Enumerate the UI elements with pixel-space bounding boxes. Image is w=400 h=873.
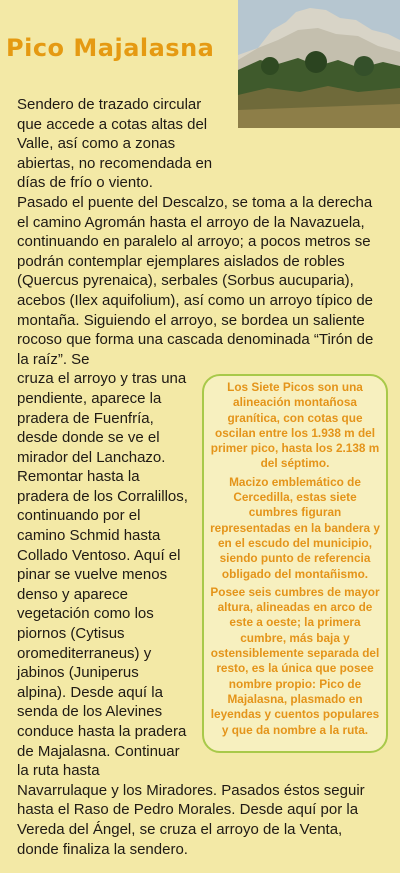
sidebar-paragraph-3: Posee seis cumbres de mayor altura, alineadas en arco de este a oeste; la primera cumbre, más baja y ostensiblemente separada del resto, es la única que posee nombre propio: Pico de Majalasna, plasmado en leyendas y cuentos populares y que da nombre a la ruta. [210,584,380,737]
page-title: Pico Majalasna [6,34,215,62]
route-paragraph-2: cruza el arroyo y tras una pendiente, aparece la pradera de Fuenfría, desde donde se ve el mirador del Lanchazo. Remontar hasta la pradera de los Corralillos, continuando por el camino Schmid hasta Collado Ventoso. Aquí el pinar se vuelve menos denso y aparece vegetación como los piornos (Cytisus oromediterraneus) y jabinos (Juniperus alpina). Desde aquí la senda de los Alevines conduce hasta la pradera de Majalasna. Continuar la ruta hasta [17,370,188,780]
siete-picos-sidebar [202,374,388,753]
sidebar-paragraph-1: Los Siete Picos son una alineación montañosa granítica, con cotas que oscilan entre los 1.938 m del primer pico, hasta los 2.138 m del séptimo. [210,380,380,471]
sidebar-paragraph-2: Macizo emblemático de Cercedilla, estas siete cumbres figuran representadas en la bandera y en el escudo del municipio, siendo punto de referencia obligado del montañismo. [210,474,380,581]
route-paragraph-3: Navarrulaque y los Miradores. Pasados éstos seguir hasta el Raso de Pedro Morales. Desde aquí por la Vereda del Ángel, se cruza el arroyo de la Venta, donde finaliza la sendero. [17,781,365,858]
intro-paragraph: Sendero de trazado circular que accede a cotas altas del Valle, así como a zonas abiertas, no recomendada en días de frío o viento. [17,96,213,192]
route-paragraph-1: Pasado el puente del Descalzo, se toma a la derecha el camino Agromán hasta el arroyo de la Navazuela, continuando en paralelo al arroyo; a pocos metros se podrán contemplar ejemplares aislados de robles (Quercus pyrenaica), serbales (Sorbus aucuparia), acebos (Ilex aquifolium), así como un arroyo típico de montaña. Siguiendo el arroyo, se bordea un saliente rocoso que forma una cascada denominada “Tirón de la raíz”. Se [17,193,374,368]
